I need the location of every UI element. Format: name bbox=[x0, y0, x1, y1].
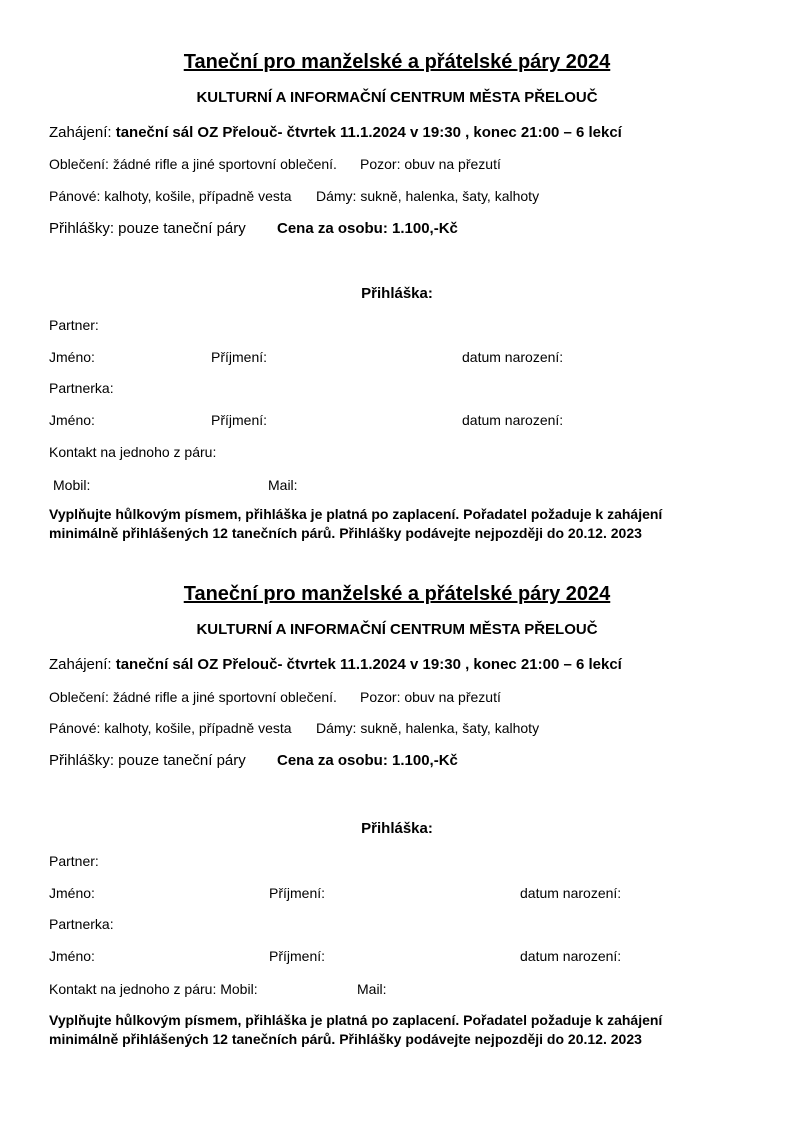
organizer-heading: KULTURNÍ A INFORMAČNÍ CENTRUM MĚSTA PŘELOUČ bbox=[196, 89, 598, 106]
instructions-line-2: minimálně přihlášených 12 tanečních párů. Přihlášky podávejte nejpozději do 20.12. 2023 bbox=[49, 1031, 642, 1047]
partnerka-label: Partnerka: bbox=[49, 916, 114, 932]
partnerka-birthdate-label: datum narození: bbox=[520, 948, 622, 964]
instructions-line-1: Vyplňujte hůlkovým písmem, přihláška je platná po zaplacení. Pořadatel požaduje k zahájení bbox=[49, 506, 663, 522]
women-dress-code: Dámy: sukně, halenka, šaty, kalhoty bbox=[316, 720, 540, 736]
partner-surname-label: Příjmení: bbox=[269, 885, 326, 901]
partnerka-birthdate-label: datum narození: bbox=[462, 412, 564, 428]
instructions-line-1: Vyplňujte hůlkovým písmem, přihláška je platná po zaplacení. Pořadatel požaduje k zahájení bbox=[49, 1012, 663, 1028]
contact-mobile-label: Kontakt na jednoho z páru: Mobil: bbox=[49, 981, 258, 997]
start-value: taneční sál OZ Přelouč- čtvrtek 11.1.2024 v 19:30 , konec 21:00 – 6 lekcí bbox=[115, 656, 622, 673]
partnerka-name-label: Jméno: bbox=[49, 412, 95, 428]
partnerka-label: Partnerka: bbox=[49, 380, 114, 396]
partnerka-surname-label: Příjmení: bbox=[211, 412, 268, 428]
instructions-line-2: minimálně přihlášených 12 tanečních párů. Přihlášky podávejte nejpozději do 20.12. 2023 bbox=[49, 525, 642, 541]
form-heading: Přihláška: bbox=[361, 820, 433, 837]
start-label: Zahájení: bbox=[49, 656, 112, 673]
start-line bbox=[49, 125, 622, 140]
instructions-note bbox=[49, 505, 749, 543]
men-dress-code: Pánové: kalhoty, košile, případně vesta bbox=[49, 720, 292, 736]
partner-birthdate-label: datum narození: bbox=[462, 349, 564, 365]
applications-text: Přihlášky: pouze taneční páry bbox=[49, 752, 246, 769]
partner-name-label: Jméno: bbox=[49, 885, 95, 901]
partner-label: Partner: bbox=[49, 317, 99, 333]
partnerka-name-label: Jméno: bbox=[49, 948, 95, 964]
clothing-text: Oblečení: žádné rifle a jiné sportovní oblečení. bbox=[49, 156, 337, 172]
price-text: Cena za osobu: 1.100,-Kč bbox=[277, 752, 458, 769]
contact-label: Kontakt na jednoho z páru: bbox=[49, 444, 217, 460]
men-dress-code: Pánové: kalhoty, košile, případně vesta bbox=[49, 188, 292, 204]
page-title: Taneční pro manželské a přátelské páry 2024 bbox=[183, 583, 611, 605]
mobile-label: Mobil: bbox=[53, 477, 91, 493]
partner-surname-label: Příjmení: bbox=[211, 349, 268, 365]
mail-label: Mail: bbox=[268, 477, 298, 493]
partnerka-surname-label: Příjmení: bbox=[269, 948, 326, 964]
form-heading: Přihláška: bbox=[361, 285, 433, 302]
partner-birthdate-label: datum narození: bbox=[520, 885, 622, 901]
clothing-text: Oblečení: žádné rifle a jiné sportovní oblečení. bbox=[49, 689, 337, 705]
clothing-note: Pozor: obuv na přezutí bbox=[360, 689, 501, 705]
women-dress-code: Dámy: sukně, halenka, šaty, kalhoty bbox=[316, 188, 540, 204]
start-line bbox=[49, 657, 622, 672]
instructions-note bbox=[49, 1011, 749, 1049]
start-value: taneční sál OZ Přelouč- čtvrtek 11.1.2024 v 19:30 , konec 21:00 – 6 lekcí bbox=[115, 124, 622, 141]
page-title: Taneční pro manželské a přátelské páry 2024 bbox=[183, 51, 611, 73]
partner-name-label: Jméno: bbox=[49, 349, 95, 365]
mail-label: Mail: bbox=[357, 981, 387, 997]
clothing-note: Pozor: obuv na přezutí bbox=[360, 156, 501, 172]
start-label: Zahájení: bbox=[49, 124, 112, 141]
applications-text: Přihlášky: pouze taneční páry bbox=[49, 220, 246, 237]
price-text: Cena za osobu: 1.100,-Kč bbox=[277, 220, 458, 237]
partner-label: Partner: bbox=[49, 853, 99, 869]
organizer-heading: KULTURNÍ A INFORMAČNÍ CENTRUM MĚSTA PŘELOUČ bbox=[196, 621, 598, 638]
